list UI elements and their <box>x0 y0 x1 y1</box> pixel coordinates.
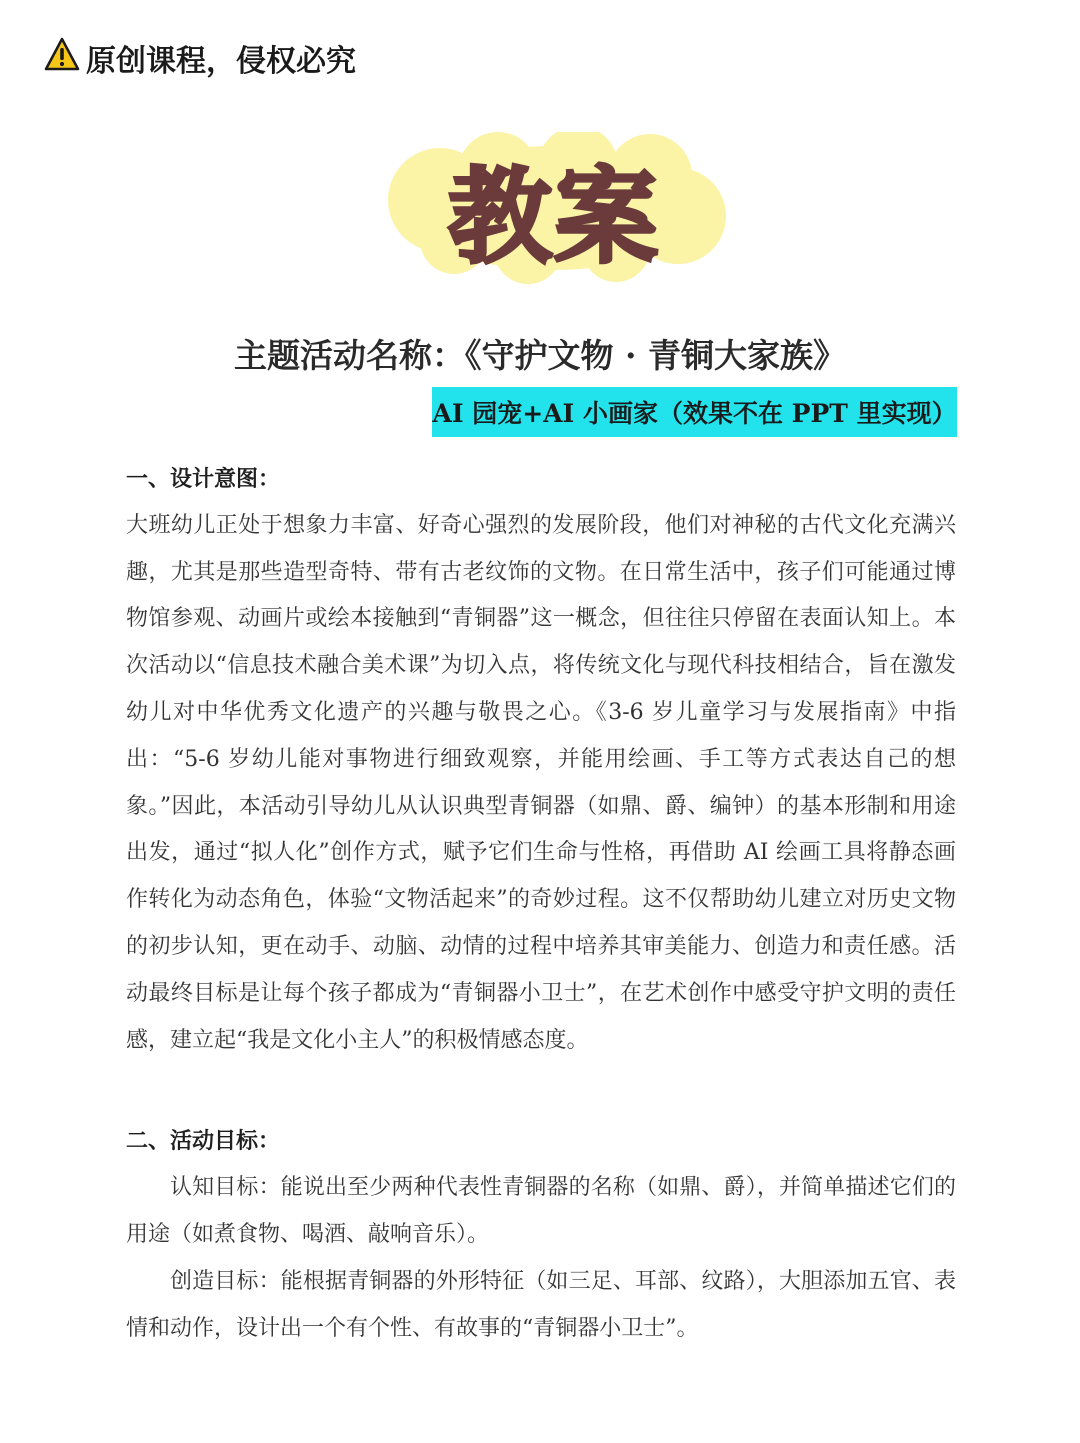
hero-title: 教案 <box>447 156 660 278</box>
section-heading-design-intent: 一、设计意图： <box>126 466 281 492</box>
warning-triangle-icon <box>44 37 80 79</box>
goal-item-creative: 创造目标：能根据青铜器的外形特征（如三足、耳部、纹路），大胆添加五官、表情和动作，设计出一个有个性、有故事的“青铜器小卫士”。 <box>126 1268 956 1341</box>
copyright-notice <box>44 36 356 80</box>
theme-title: 主题活动名称：《守护文物 · 青铜大家族》 <box>234 336 846 375</box>
highlight-note: AI 园宠+AI 小画家（效果不在 PPT 里实现） <box>432 387 957 437</box>
document-body <box>126 456 956 1352</box>
section-heading-activity-goals: 二、活动目标： <box>126 1128 281 1155</box>
copyright-notice-text: 原创课程，侵权必究 <box>86 44 356 79</box>
design-intent-paragraph: 大班幼儿正处于想象力丰富、好奇心强烈的发展阶段，他们对神秘的古代文化充满兴趣，尤其是那些造型奇特、带有古老纹饰的文物。在日常生活中，孩子们可能通过博物馆参观、动画片或绘本接触到“青铜器”这一概念，但往往只停留在表面认知上。本次活动以“信息技术融合美术课”为切入点，将传统文化与现代科技相结合，旨在激发幼儿对中华优秀文化遗产的兴趣与敬畏之心。《3-6 岁儿童学习与发展指南》中指出：“5-6 岁幼儿能对事物进行细致观察，并能用绘画、手工等方式表达自己的想象。”因此，本活动引导幼儿从认识典型青铜器（如鼎、爵、编钟）的基本形制和用途出发，通过“拟人化”创作方式，赋予它们生命与性格，再借助 AI 绘画工具将静态画作转化为动态角色，体验“文物活起来”的奇妙过程。这不仅帮助幼儿建立对历史文物的初步认知，更在动手、动脑、动情的过程中培养其审美能力、创造力和责任感。活动最终目标是让每个孩子都成为“青铜器小卫士”，在艺术创作中感受守护文明的责任感，建立起“我是文化小主人”的积极情感态度。 <box>126 512 956 1053</box>
goal-item-cognitive: 认知目标：能说出至少两种代表性青铜器的名称（如鼎、爵），并简单描述它们的用途（如煮食物、喝酒、敲响音乐）。 <box>126 1175 956 1247</box>
hero-banner <box>378 132 730 284</box>
